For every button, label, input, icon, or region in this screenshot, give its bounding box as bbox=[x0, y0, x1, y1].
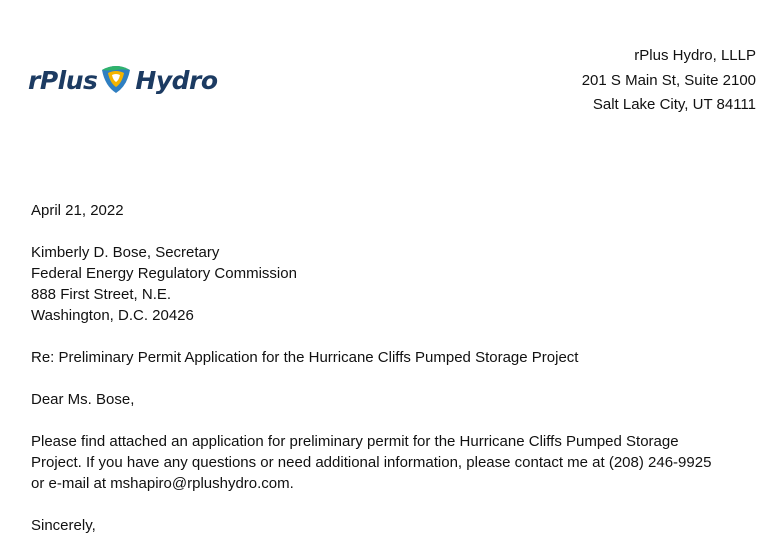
sender-name: rPlus Hydro, LLLP bbox=[634, 47, 756, 64]
closing: Sincerely, bbox=[31, 517, 96, 534]
salutation: Dear Ms. Bose, bbox=[31, 391, 135, 408]
sender-street: 201 S Main St, Suite 2100 bbox=[581, 71, 756, 89]
body-line: Please find attached an application for preliminary permit for the Hurricane Cliffs Pumped Storage bbox=[31, 433, 679, 450]
sender-city: Salt Lake City, UT 84111 bbox=[592, 96, 756, 113]
letter-body bbox=[31, 200, 761, 536]
recipient-org: Federal Energy Regulatory Commission bbox=[31, 265, 297, 282]
recipient-city: Washington, D.C. 20426 bbox=[31, 307, 194, 324]
subject-line: Re: Preliminary Permit Application for the Hurricane Cliffs Pumped Storage Project bbox=[31, 349, 579, 366]
letter-date: April 21, 2022 bbox=[31, 202, 124, 219]
logo-word-left: rPlus bbox=[28, 65, 98, 95]
sender-address bbox=[582, 44, 756, 118]
logo-word-right: Hydro bbox=[135, 65, 218, 95]
company-logo bbox=[28, 62, 218, 98]
recipient-street: 888 First Street, N.E. bbox=[31, 286, 172, 303]
body-line: or e-mail at mshapiro@rplushydro.com. bbox=[31, 475, 294, 492]
body-line: Project. If you have any questions or need additional information, please contact me at (208) 246-9925 bbox=[31, 454, 712, 471]
water-drop-logo-icon bbox=[99, 64, 133, 96]
recipient-name: Kimberly D. Bose, Secretary bbox=[31, 244, 220, 261]
